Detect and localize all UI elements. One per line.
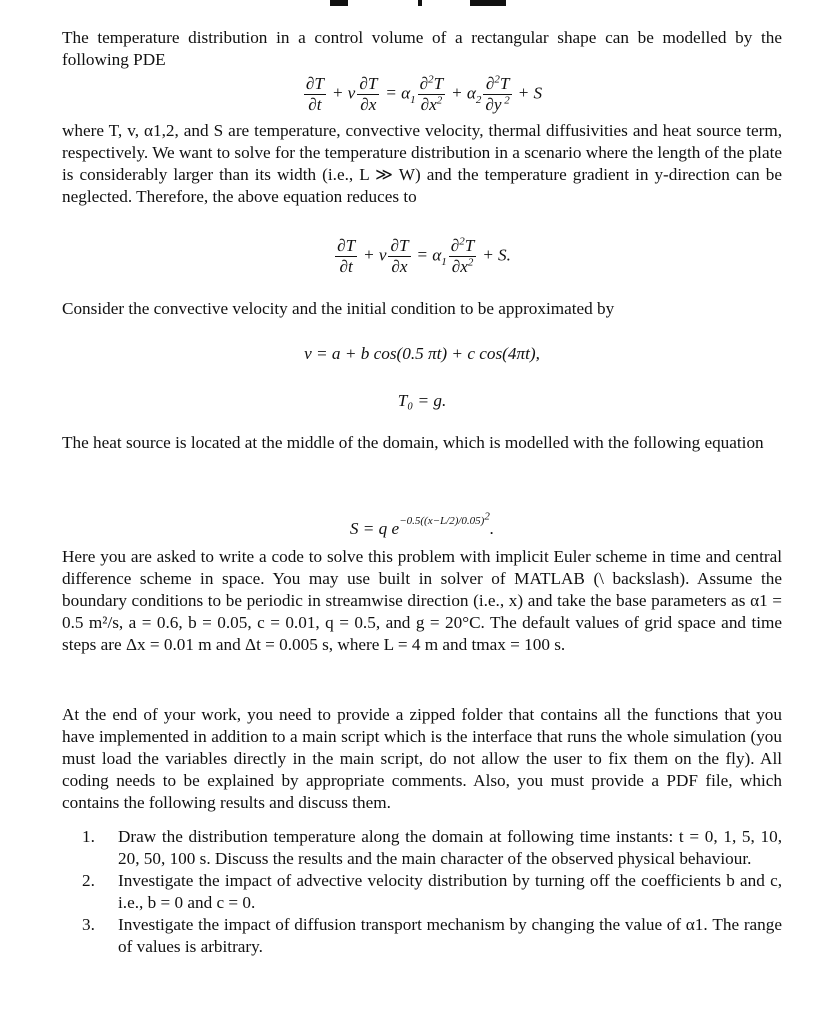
list-item-text: Draw the distribution temperature along the domain at following time instants: t = 0, 1, 5, 10, 20, 50, 100 s. Discuss the results and the main character of the observed physical behaviour. [118, 827, 782, 868]
intro-paragraph: The temperature distribution in a control volume of a rectangular shape can be modelled by the following PDE [62, 28, 782, 69]
source-intro: The heat source is located at the middle of the domain, which is modelled with the following equation [62, 433, 764, 452]
list-item [82, 870, 782, 914]
list-item [82, 914, 782, 958]
pde-1d: $\frac{\partial T}{\partial t}$ + v $\frac{\partial T}{\partial x}$ = $\alpha_1$ $\frac{\partial^2T}{\partial x^2}$ + S. [337, 235, 511, 276]
list-item-text: Investigate the impact of advective velocity distribution by turning off the coefficients b and c, i.e., b = 0 and c = 0. [118, 871, 782, 912]
task-paragraph: Here you are asked to write a code to solve this problem with implicit Euler scheme in time and central difference scheme in space. You may use built in solver of MATLAB (\ backslash). Assume the boundary conditions to be periodic in streamwise direction (i.e., x) and take the base parameters as α1 = 0.5 m²/s, a = 0.6, b = 0.05, c = 0.01, q = 0.5, and g = 20°C. The default values of grid space and time steps are Δx = 0.01 m and Δt = 0.005 s, where L = 4 m and tmax = 100 s. [62, 547, 782, 654]
list-item-number: 2. [82, 871, 95, 890]
list-item-number: 3. [82, 915, 95, 934]
list-item-text: Investigate the impact of diffusion transport mechanism by changing the value of α1. The range of values is arbitrary. [118, 915, 782, 956]
list-item-number: 1. [82, 827, 95, 846]
results-list [82, 826, 782, 958]
variables-paragraph: where T, v, α1,2, and S are temperature, convective velocity, thermal diffusivities and heat source term, respectively. We want to solve for the temperature distribution in a scenario where the length of the plate is considerably larger than its width (i.e., L ≫ W) and the temperature gradient in y-direction can be neglected. Therefore, the above equation reduces to [62, 121, 782, 206]
source-equation: S = q $e^{-0.5((x-L/2)/0.05)^2}$. [349, 510, 495, 538]
initial-condition: T₀ = g. [397, 391, 447, 410]
velocity-intro: Consider the convective velocity and the initial condition to be approximated by [62, 299, 615, 318]
velocity-equation: v = a + b cos(0.5 πt) + c cos(4πt), [304, 344, 540, 363]
pde-2d: $\frac{\partial T}{\partial t}$ + v $\frac{\partial T}{\partial x}$ = $\alpha_1$ $\frac{\partial^2T}{\partial x^2}$ + $\alpha_2$ $\frac{\partial^2T}{\partial y ^2}$ + S [305, 73, 543, 114]
list-item [82, 826, 782, 870]
deliverables-paragraph: At the end of your work, you need to provide a zipped folder that contains all the functions that you have implemented in addition to a main script which is the interface that runs the whole simulation (you must load the variables directly in the main script, do not allow the user to fix them on the fly). All coding needs to be explained by appropriate comments. Also, you must provide a PDF file, which contains the following results and discuss them. [62, 705, 782, 812]
top-clipped-marks [0, 0, 830, 10]
